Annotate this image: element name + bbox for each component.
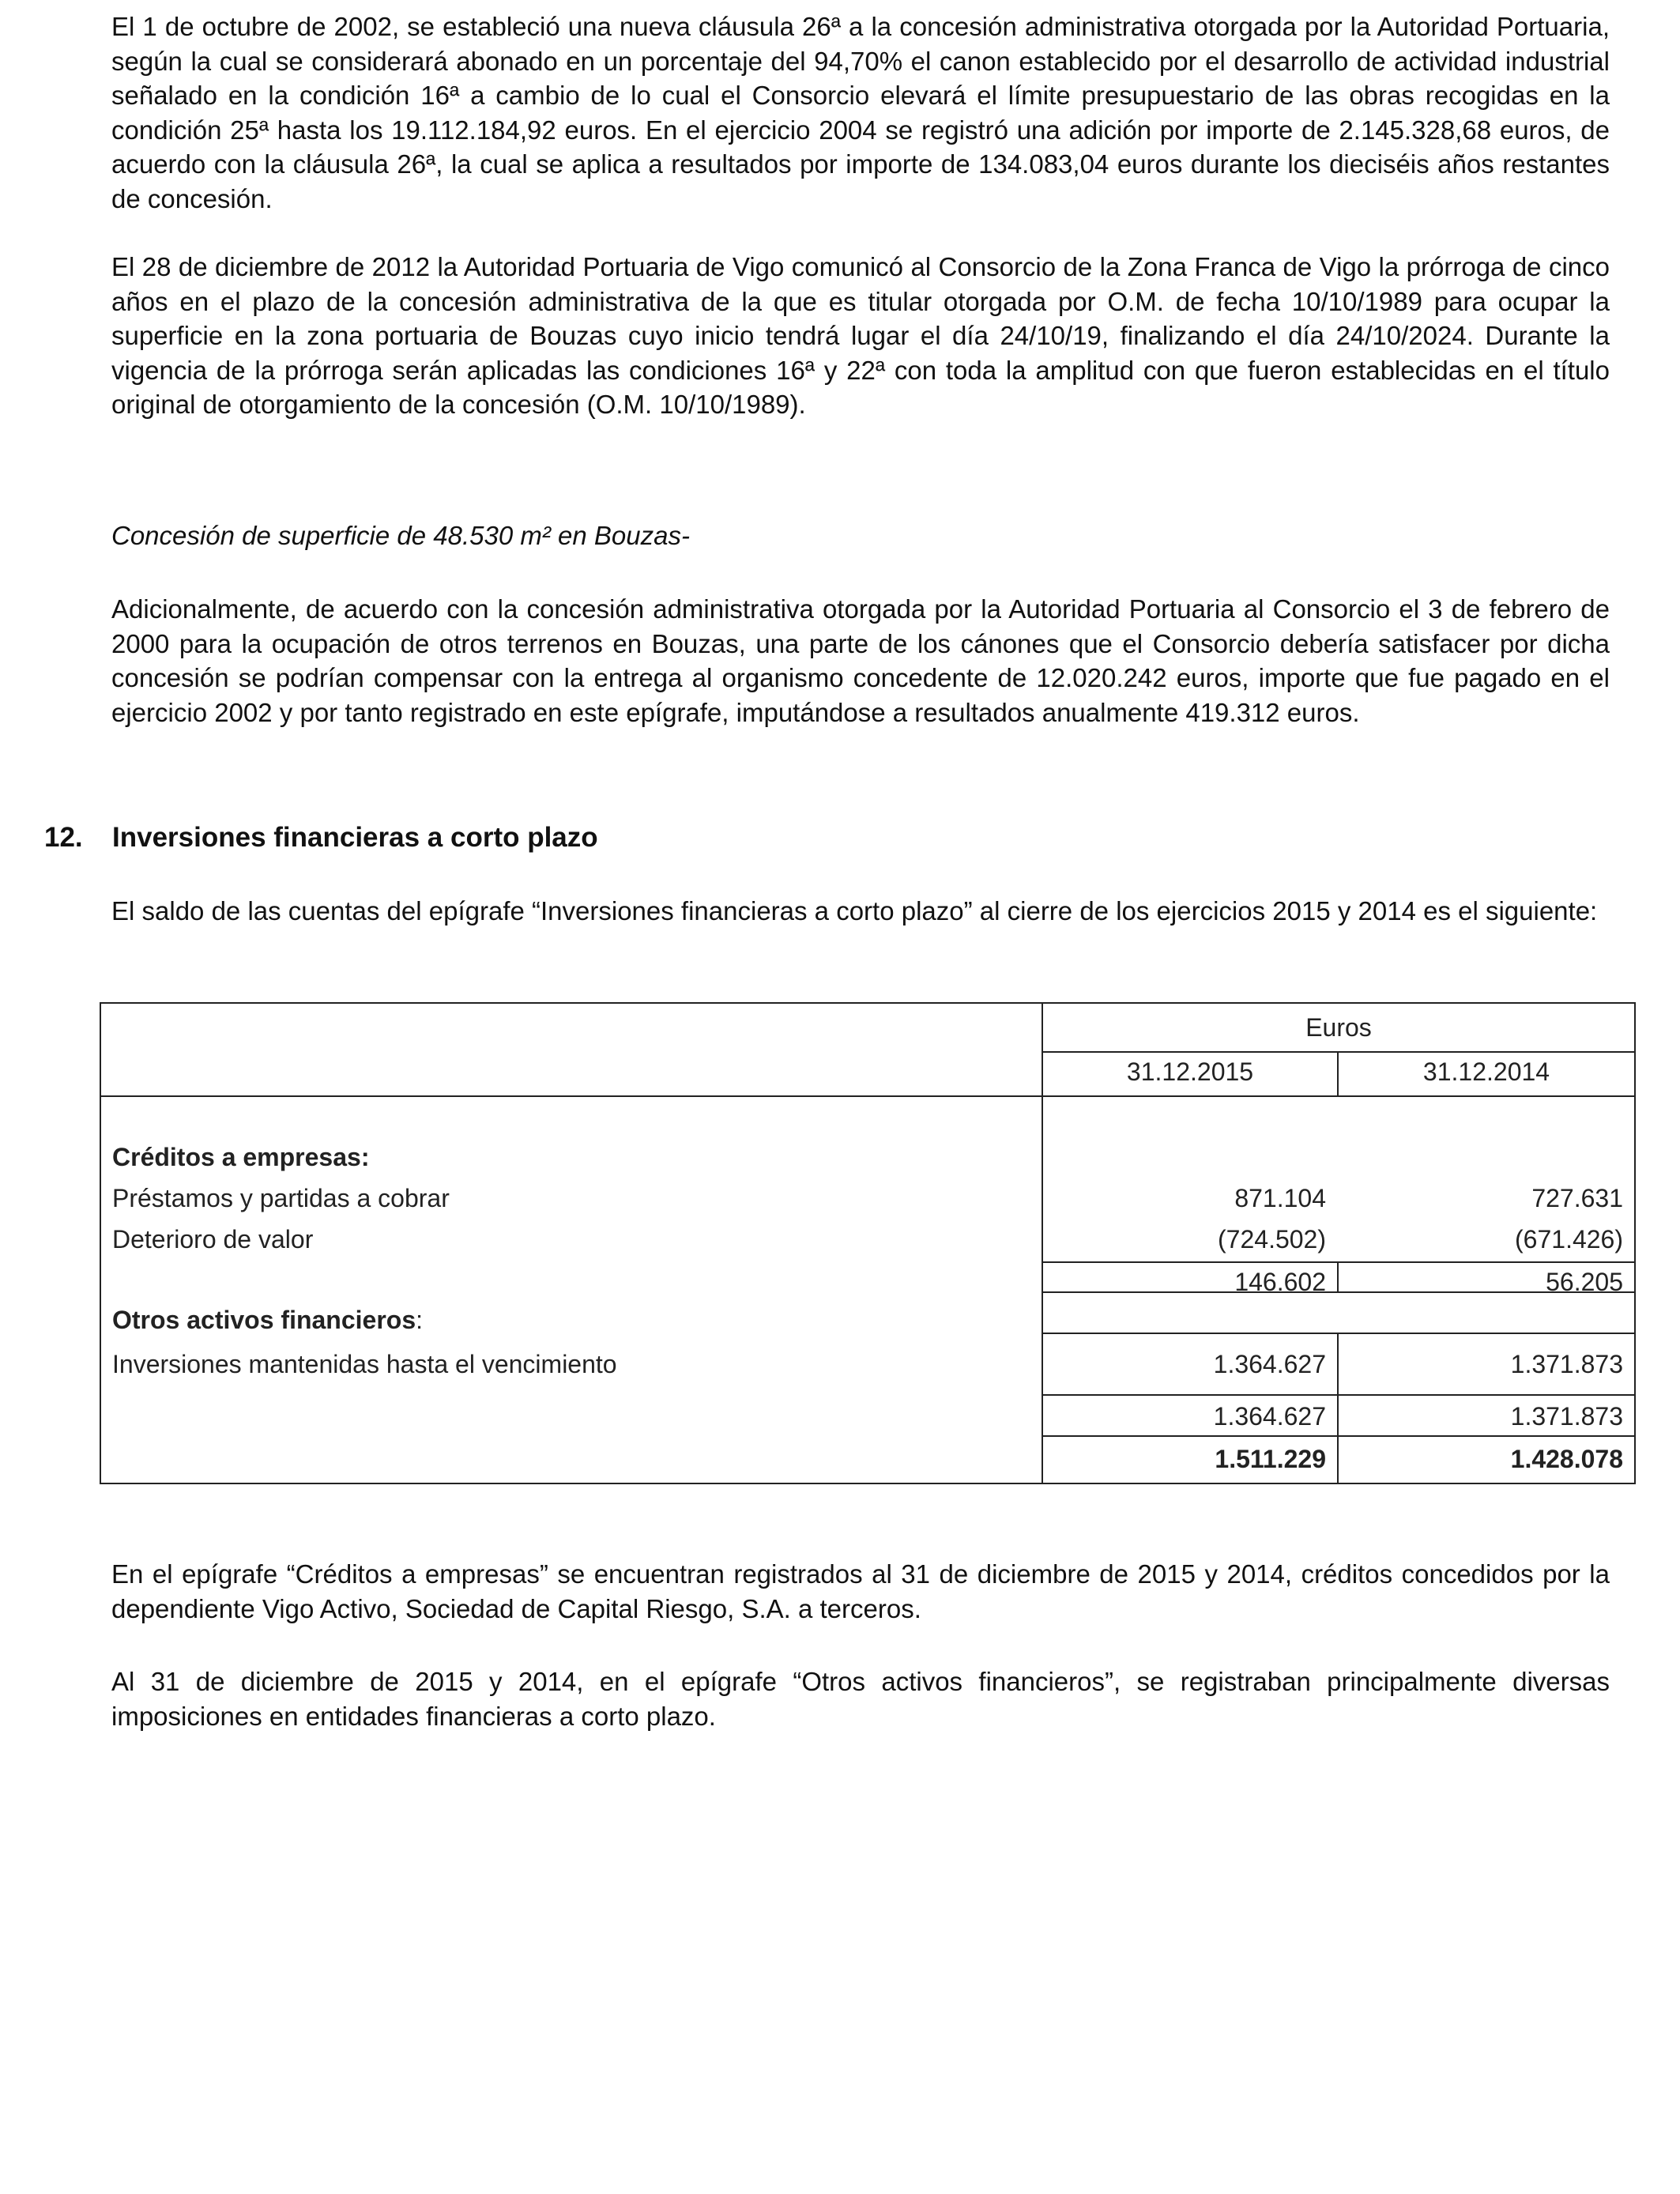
table-row-value-2015: (724.502)	[1218, 1225, 1326, 1253]
section-number: 12.	[44, 822, 83, 853]
section-heading	[44, 820, 598, 855]
financial-investments-table	[100, 1002, 1636, 1484]
paragraph-otros-activos: Al 31 de diciembre de 2015 y 2014, en el epígrafe “Otros activos financieros”, se registraban principalmente diversas imposiciones en entidades financieras a corto plazo.	[111, 1667, 1610, 1731]
table-group-creditos: Créditos a empresas:	[112, 1143, 370, 1171]
table-row-value-2015: 871.104	[1234, 1184, 1326, 1212]
table-group-otros-activos-title: Otros activos financieros	[112, 1306, 416, 1334]
table-rule-above-subtotal1	[1042, 1261, 1634, 1263]
table-row-label: Deterioro de valor	[112, 1225, 314, 1253]
table-row-value-2015: 1.364.627	[1213, 1350, 1326, 1378]
subheading-concesion-bouzas: Concesión de superficie de 48.530 m² en Bouzas-	[111, 521, 690, 550]
table-rule-under-header	[101, 1095, 1634, 1097]
table-rule-under-euros	[1042, 1051, 1634, 1053]
paragraph-concesion-adicional: Adicionalmente, de acuerdo con la concesión administrativa otorgada por la Autoridad Portuaria al Consorcio el 3 de febrero de 2000 para la ocupación de otros terrenos en Bouzas, una parte de los cánones que el Consorcio debería satisfacer por dicha concesión se podrían compensar con la entrega al organismo concedente de 12.020.242 euros, importe que fue pagado en el ejercicio 2002 y por tanto registrado en este epígrafe, imputándose a resultados anualmente 419.312 euros.	[111, 594, 1610, 727]
table-header-euros: Euros	[1305, 1013, 1372, 1042]
table-total-2015: 1.511.229	[1215, 1445, 1326, 1473]
table-header-2015: 31.12.2015	[1126, 1057, 1254, 1086]
section-title: Inversiones financieras a corto plazo	[112, 822, 598, 853]
table-subtotal1-2015: 146.602	[1234, 1268, 1326, 1296]
table-rule-group2-top	[1042, 1333, 1634, 1334]
table-row-value-2014: (671.426)	[1515, 1225, 1623, 1253]
paragraph-clausula-26: El 1 de octubre de 2002, se estableció una nueva cláusula 26ª a la concesión administrativa otorgada por la Autoridad Portuaria, según la cual se considerará abonado en un porcentaje del 94,70% el canon establecido por el desarrollo de actividad industrial señalado en la condición 16ª a cambio de lo cual el Consorcio elevará el límite presupuestario de las obras recogidas en la condición 25ª hasta los 19.112.184,92 euros. En el ejercicio 2004 se registró una adición por importe de 2.145.328,68 euros, de acuerdo con la cláusula 26ª, la cual se aplica a resultados por importe de 134.083,04 euros durante los dieciséis años restantes de concesión.	[111, 12, 1610, 213]
table-row-label: Inversiones mantenidas hasta el vencimiento	[112, 1350, 617, 1378]
table-row-value-2014: 1.371.873	[1510, 1350, 1623, 1378]
table-row-value-2014: 727.631	[1531, 1184, 1623, 1212]
table-group-otros-activos	[112, 1304, 423, 1336]
table-rule-above-total	[1042, 1435, 1634, 1437]
table-subtotal2-2015: 1.364.627	[1213, 1402, 1326, 1431]
table-header-2014: 31.12.2014	[1422, 1057, 1550, 1086]
table-row-label: Préstamos y partidas a cobrar	[112, 1184, 450, 1212]
table-group-otros-activos-colon: :	[416, 1306, 424, 1334]
paragraph-creditos-empresas: En el epígrafe “Créditos a empresas” se encuentran registrados al 31 de diciembre de 2015 y 2014, créditos concedidos por la dependiente Vigo Activo, Sociedad de Capital Riesgo, S.A. a terceros.	[111, 1559, 1610, 1623]
table-subtotal2-2014: 1.371.873	[1510, 1402, 1623, 1431]
table-total-2014: 1.428.078	[1510, 1445, 1623, 1473]
table-subtotal1-2014: 56.205	[1546, 1268, 1623, 1296]
paragraph-prorroga-concesion: El 28 de diciembre de 2012 la Autoridad Portuaria de Vigo comunicó al Consorcio de la Zona Franca de Vigo la prórroga de cinco años en el plazo de la concesión administrativa de la que es titular otorgada por O.M. de fecha 10/10/1989 para ocupar la superficie en la zona portuaria de Bouzas cuyo inicio tendrá lugar el día 24/10/19, finalizando el día 24/10/2024. Durante la vigencia de la prórroga serán aplicadas las condiciones 16ª y 22ª con toda la amplitud con que fueron establecidas en el título original de otorgamiento de la concesión (O.M. 10/10/1989).	[111, 252, 1610, 419]
table-rule-above-subtotal2	[1042, 1394, 1634, 1396]
paragraph-saldo-cuentas: El saldo de las cuentas del epígrafe “Inversiones financieras a corto plazo” al cierre de los ejercicios 2015 y 2014 es el siguiente:	[111, 896, 1598, 925]
